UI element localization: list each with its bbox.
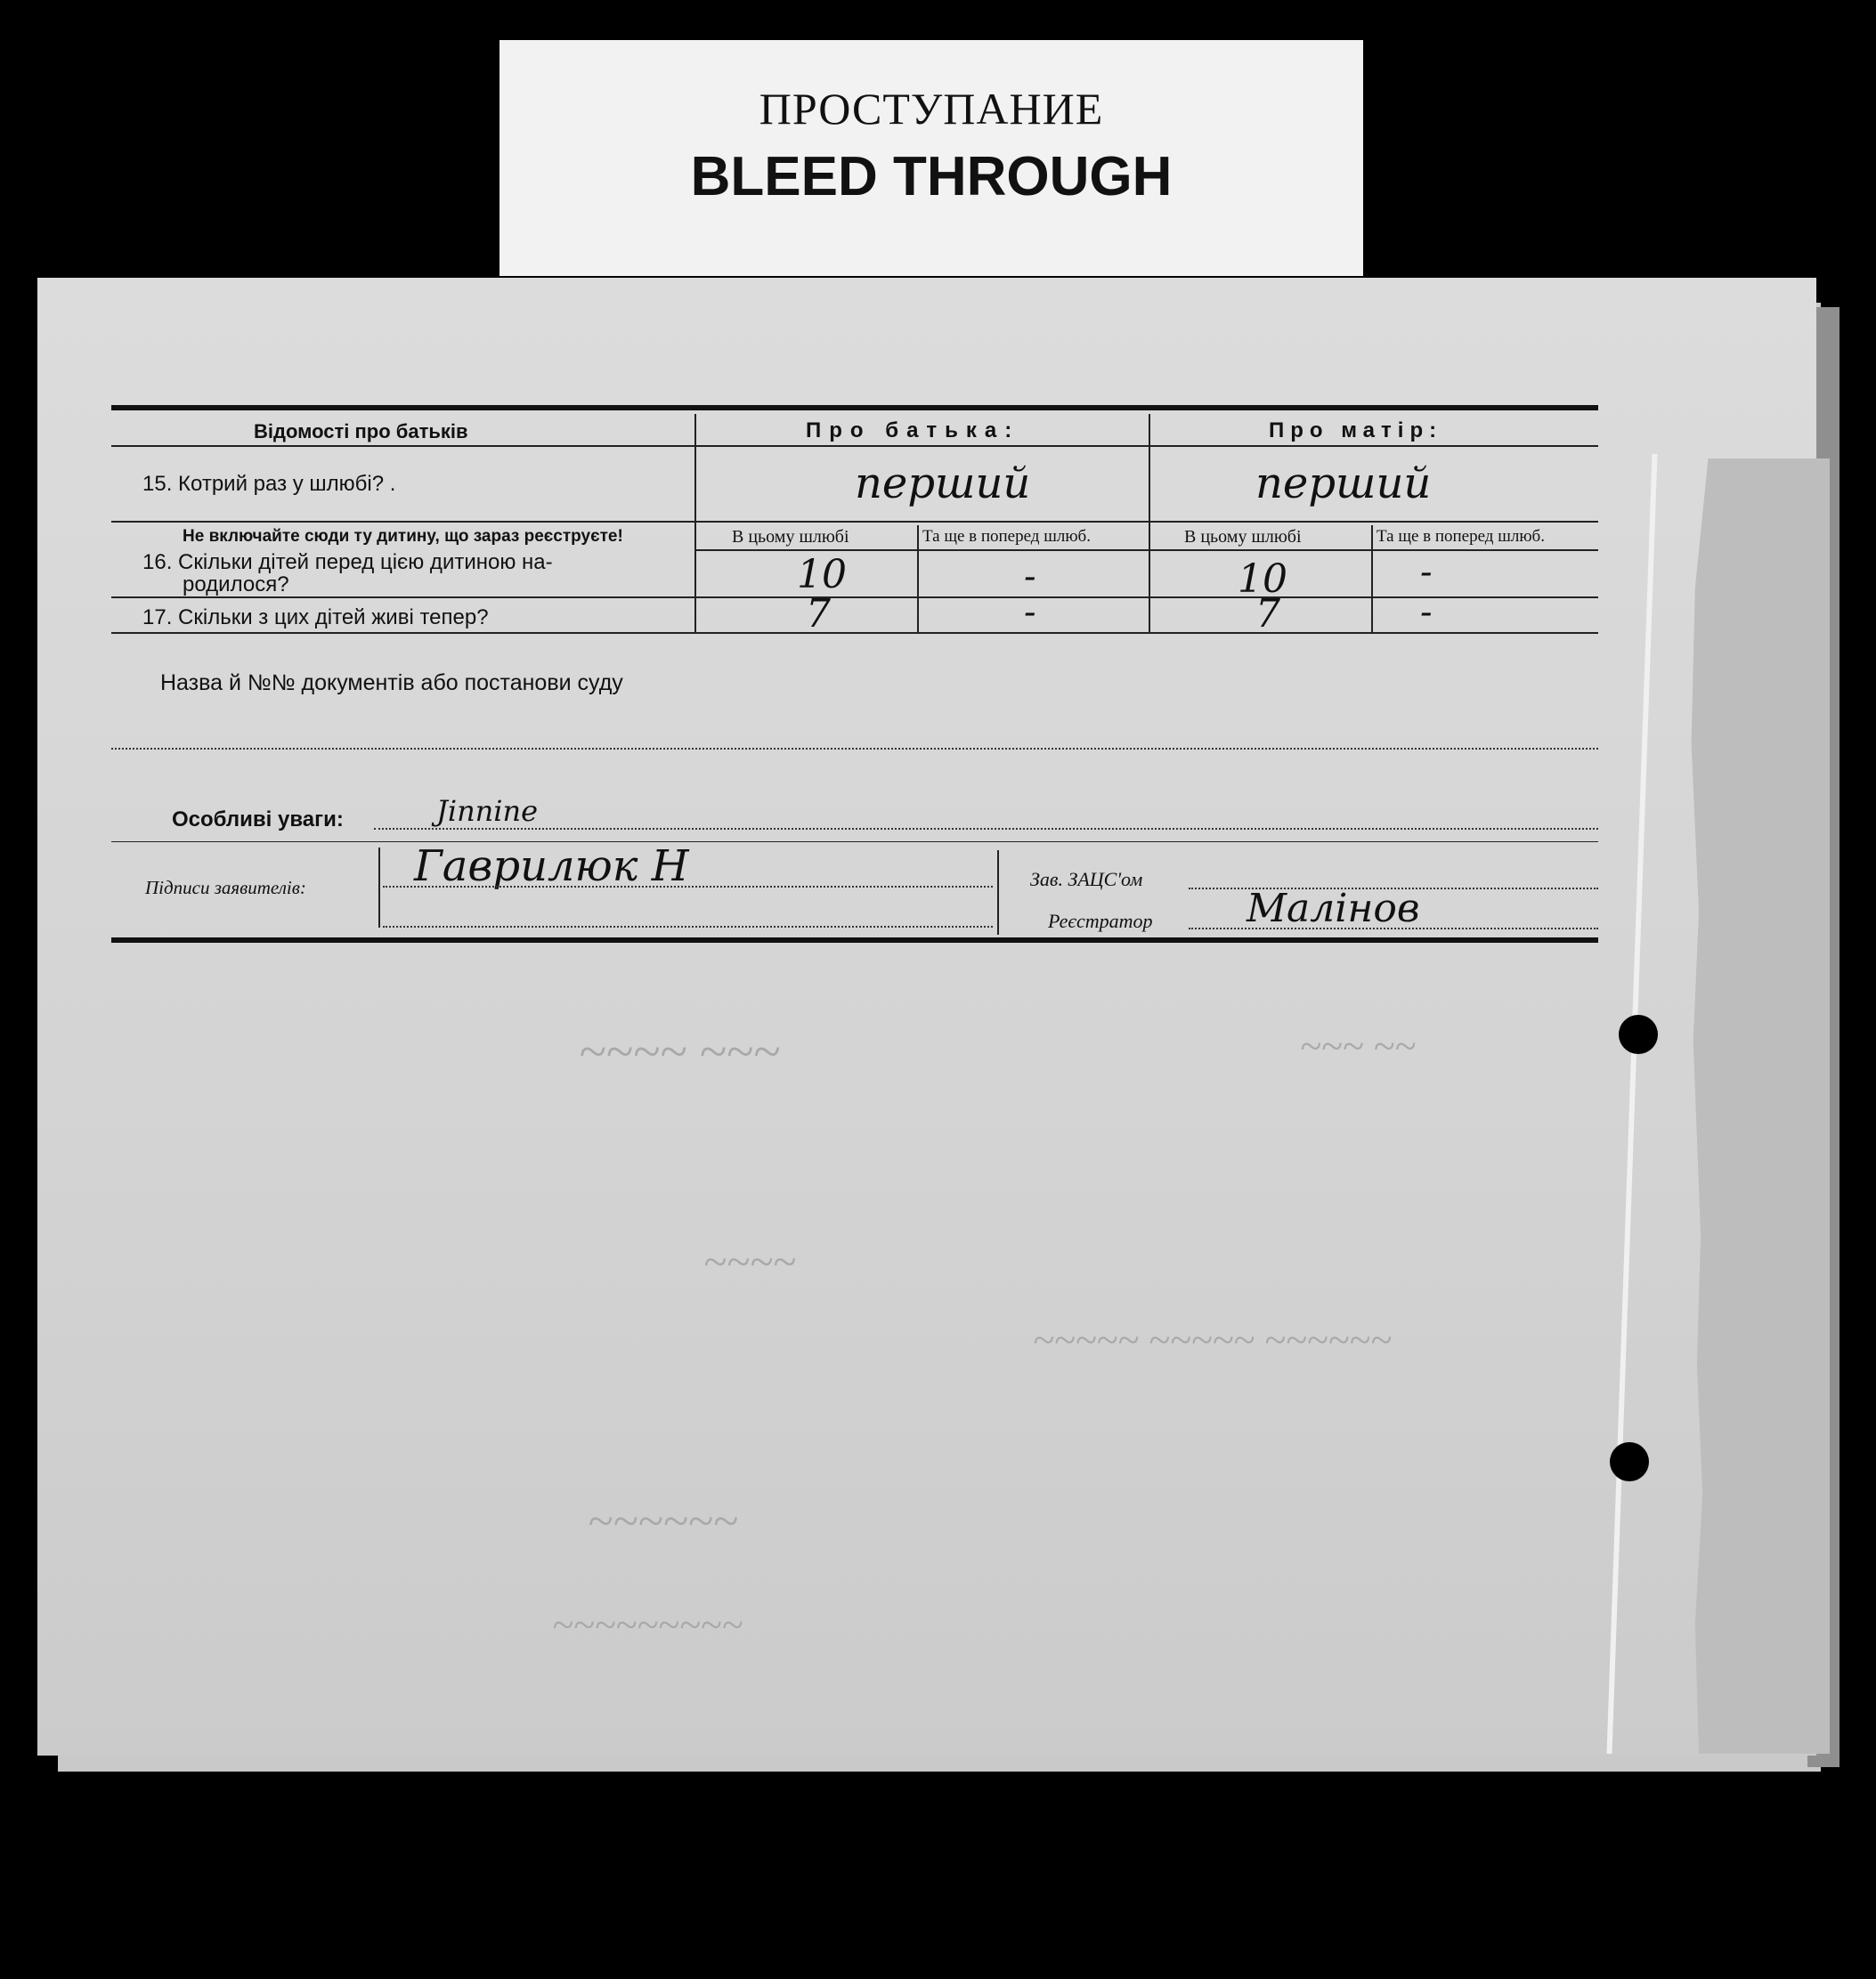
sub-header-previous: Та ще в поперед шлюб. xyxy=(922,527,1091,546)
row-divider xyxy=(111,841,1598,842)
notice-title-ru: ПРОСТУПАНИЕ xyxy=(759,84,1104,134)
column-divider xyxy=(1371,525,1373,632)
header-mother: Про матір: xyxy=(1269,418,1443,442)
documents-line xyxy=(111,748,1598,750)
q15-father-value: перший xyxy=(855,458,1031,508)
top-rule xyxy=(111,405,1598,410)
bleed-through-mark: ~~~ ~~ xyxy=(1300,1025,1417,1068)
q16-note: Не включайте сюди ту дитину, що зараз реєструєте! xyxy=(183,527,623,546)
q16-father-in-marriage: 10 xyxy=(797,552,847,597)
q15-label: 15. Котрий раз у шлюбі? . xyxy=(142,472,396,496)
column-divider xyxy=(917,525,919,632)
q17-mother-in-marriage: 7 xyxy=(1255,591,1280,637)
sub-header-in-marriage: В цьому шлюбі xyxy=(732,527,849,547)
q16-mother-in-marriage: 10 xyxy=(1238,556,1287,602)
q17-label: 17. Скільки з цих дітей живі тепер? xyxy=(142,605,489,629)
q16-label-line1: 16. Скільки дітей перед цією дитиною на- xyxy=(142,550,553,574)
q16-father-previous: - xyxy=(1024,556,1036,597)
row-divider xyxy=(111,632,1598,634)
bleed-through-mark: ~~~~~ ~~~~~ ~~~~~~ xyxy=(1033,1318,1392,1362)
bottom-rule xyxy=(111,937,1598,943)
q16-mother-previous: - xyxy=(1420,552,1433,593)
row-divider xyxy=(111,521,1598,523)
notice-title-en: BLEED THROUGH xyxy=(690,146,1173,207)
bleed-through-notice xyxy=(499,40,1363,276)
q16-label-line2: родилося? xyxy=(183,572,289,596)
official-bracket xyxy=(997,850,999,935)
bleed-through-mark: ~~~~ ~~~ xyxy=(579,1025,781,1080)
bleed-through-mark: ~~~~~~~~~ xyxy=(552,1603,743,1647)
header-parents-info: Відомості про батьків xyxy=(254,420,468,442)
documents-label: Назва й №№ документів або постанови суду xyxy=(160,670,623,695)
column-divider xyxy=(1149,414,1150,632)
bleed-through-mark: ~~~~ xyxy=(703,1238,796,1286)
signature-line xyxy=(383,886,993,888)
q15-mother-value: перший xyxy=(1255,458,1432,508)
head-of-registry-label: Зав. ЗАЦС'ом xyxy=(1030,868,1143,890)
applicant-signature: Гаврилюк Н xyxy=(414,841,689,891)
punch-hole xyxy=(1619,1015,1658,1054)
signatures-label: Підписи заявителів: xyxy=(145,877,306,898)
row-divider xyxy=(111,596,1598,598)
q17-mother-previous: - xyxy=(1420,592,1433,633)
remarks-value: Jinnine xyxy=(436,794,539,828)
sub-header-in-marriage: В цьому шлюбі xyxy=(1184,527,1302,547)
q17-father-in-marriage: 7 xyxy=(806,591,831,637)
remarks-line xyxy=(374,828,1598,830)
punch-hole xyxy=(1610,1442,1649,1481)
registrar-label: Реєстратор xyxy=(1048,910,1153,932)
sub-header-previous: Та ще в поперед шлюб. xyxy=(1377,527,1545,546)
registrar-signature: Малінов xyxy=(1247,886,1420,931)
bleed-through-mark: ~~~~~~ xyxy=(588,1496,738,1547)
header-father: Про батька: xyxy=(806,418,1020,442)
header-divider xyxy=(111,445,1598,447)
column-divider xyxy=(694,414,696,632)
subheader-divider xyxy=(694,549,1598,551)
signature-line xyxy=(383,926,993,928)
signature-bracket xyxy=(378,848,380,928)
q17-father-previous: - xyxy=(1024,592,1036,633)
registrar-signature-line xyxy=(1189,928,1598,929)
remarks-label: Особливі уваги: xyxy=(172,807,344,831)
